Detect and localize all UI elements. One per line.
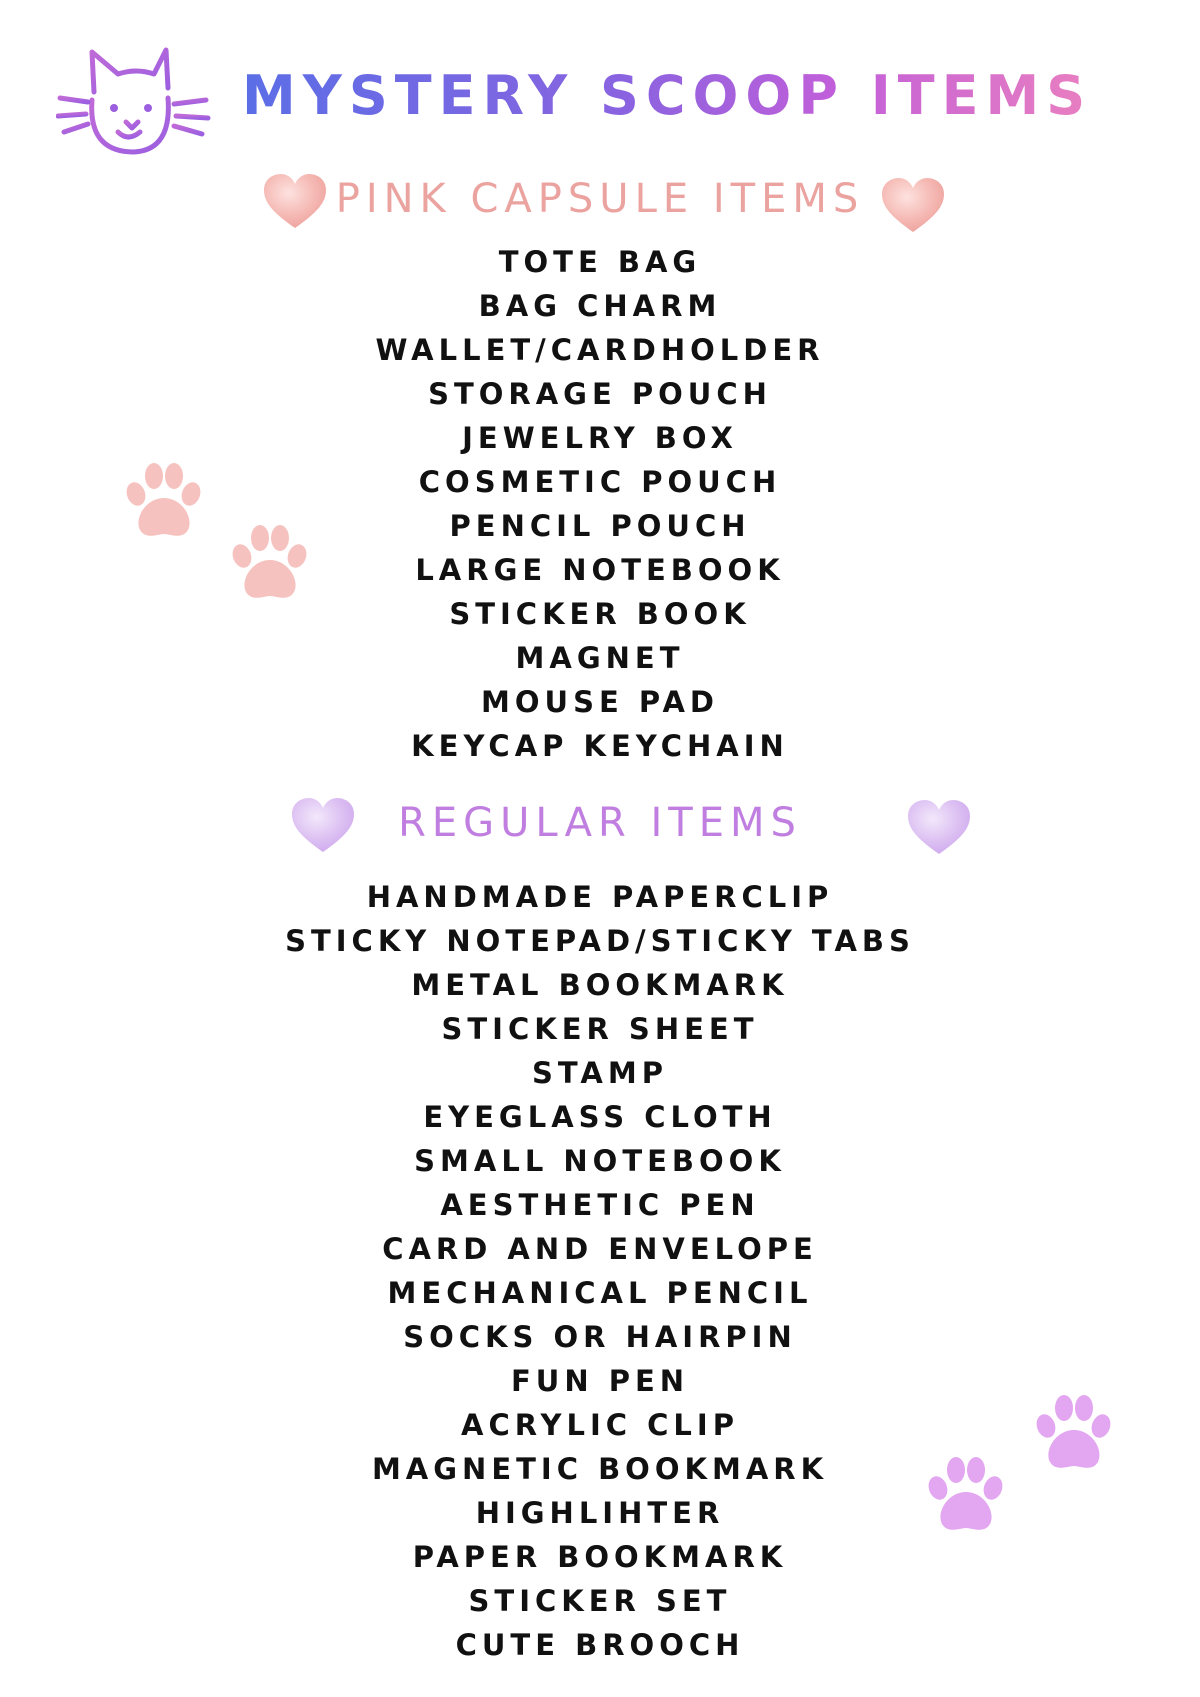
list-item: LARGE NOTEBOOK <box>415 553 785 587</box>
regular-item-list <box>0 875 1200 1667</box>
pink-capsule-heading: PINK CAPSULE ITEMS <box>335 176 865 222</box>
list-item: EYEGLASS CLOTH <box>423 1100 777 1134</box>
list-item: MAGNET <box>515 641 685 675</box>
list-item: STORAGE POUCH <box>428 377 772 411</box>
list-item: METAL BOOKMARK <box>411 968 789 1002</box>
list-item: PENCIL POUCH <box>449 509 751 543</box>
list-item: STICKER BOOK <box>449 597 751 631</box>
paw-print-icon <box>118 458 208 548</box>
page-header <box>0 30 1200 160</box>
list-item: STAMP <box>532 1056 668 1090</box>
purple-heart-icon <box>906 798 972 858</box>
page-title: MYSTERY SCOOP ITEMS <box>242 64 1093 127</box>
list-item: MAGNETIC BOOKMARK <box>371 1452 829 1486</box>
list-item: FUN PEN <box>510 1364 690 1398</box>
list-item: SOCKS OR HAIRPIN <box>403 1320 797 1354</box>
list-item: HANDMADE PAPERCLIP <box>366 880 834 914</box>
paw-print-icon <box>224 520 314 610</box>
list-item: STICKER SET <box>468 1584 732 1618</box>
list-item: MOUSE PAD <box>481 685 719 719</box>
list-item: BAG CHARM <box>478 289 722 323</box>
list-item: JEWELRY BOX <box>462 421 738 455</box>
list-item: HIGHLIHTER <box>475 1496 725 1530</box>
list-item: WALLET/CARDHOLDER <box>375 333 825 367</box>
paw-print-icon <box>920 1452 1010 1542</box>
list-item: CUTE BROOCH <box>455 1628 745 1662</box>
paw-print-icon <box>1028 1390 1118 1480</box>
list-item: MECHANICAL PENCIL <box>387 1276 813 1310</box>
list-item: ACRYLIC CLIP <box>461 1408 739 1442</box>
regular-items-heading: REGULAR ITEMS <box>398 800 802 846</box>
list-item: SMALL NOTEBOOK <box>414 1144 786 1178</box>
list-item: KEYCAP KEYCHAIN <box>411 729 789 763</box>
list-item: TOTE BAG <box>498 245 702 279</box>
list-item: COSMETIC POUCH <box>418 465 782 499</box>
list-item: CARD AND ENVELOPE <box>382 1232 818 1266</box>
list-item: STICKY NOTEPAD/STICKY TABS <box>285 924 915 958</box>
pink-heart-icon <box>880 176 946 236</box>
list-item: PAPER BOOKMARK <box>412 1540 788 1574</box>
cat-face-icon <box>56 40 216 170</box>
list-item: STICKER SHEET <box>441 1012 759 1046</box>
list-item: AESTHETIC PEN <box>440 1188 760 1222</box>
